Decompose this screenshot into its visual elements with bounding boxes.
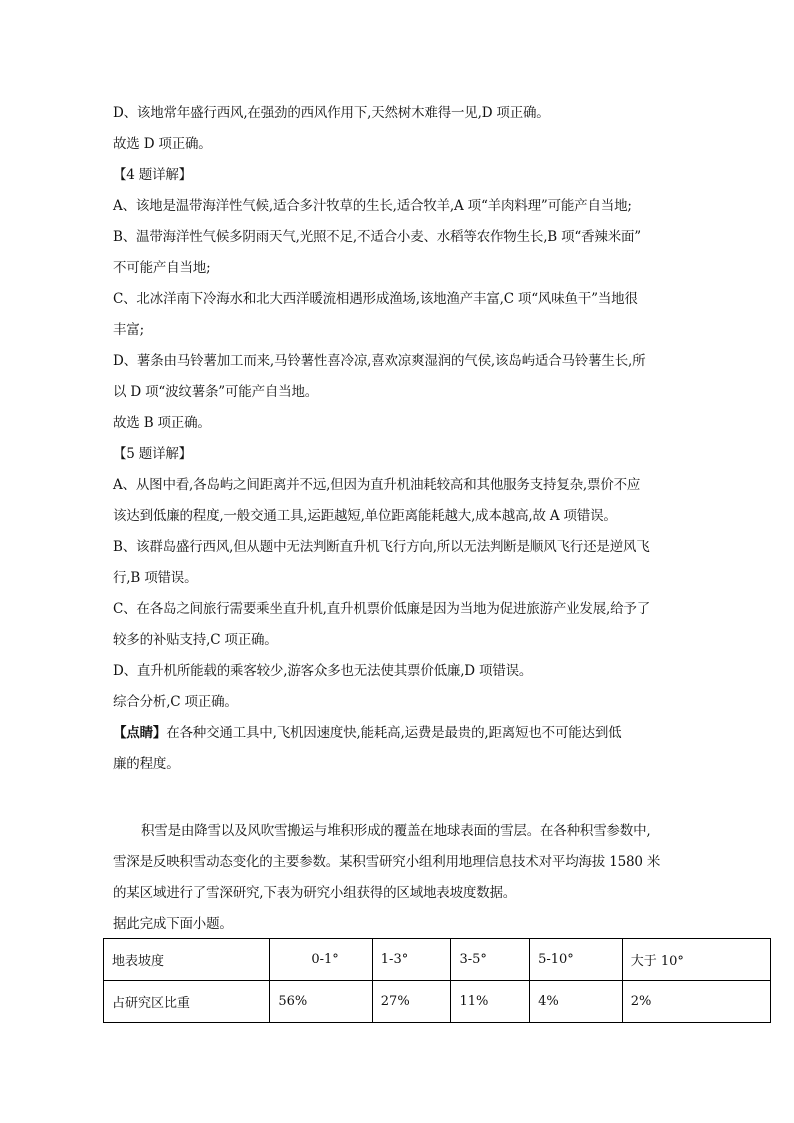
table-cell: 2% bbox=[622, 981, 770, 1023]
note-line bbox=[113, 718, 678, 749]
table-cell: 大于 10° bbox=[622, 939, 770, 981]
note-text: 在各种交通工具中,飞机因速度快,能耗高,运费是最贵的,距离短也不可能达到低 bbox=[166, 725, 622, 741]
answer-line: D、直升机所能载的乘客较少,游客众多也无法使其票价低廉,D 项错误。 bbox=[113, 663, 533, 679]
table-cell: 27% bbox=[372, 981, 451, 1023]
table-row bbox=[104, 981, 771, 1023]
table-cell: 5-10° bbox=[530, 939, 623, 981]
spacer bbox=[113, 780, 678, 816]
answer-line: 较多的补贴支持,C 项正确。 bbox=[113, 632, 278, 648]
slope-table bbox=[103, 938, 771, 1023]
answer-line: 不可能产自当地; bbox=[113, 260, 211, 276]
answer-line: A、从图中看,各岛屿之间距离并不远,但因为直升机油耗较高和其他服务支持复杂,票价不应 bbox=[113, 477, 641, 493]
passage-line: 据此完成下面小题。 bbox=[113, 916, 233, 932]
passage-line: 雪深是反映积雪动态变化的主要参数。某积雪研究小组利用地理信息技术对平均海拔 1580 米 bbox=[113, 854, 661, 870]
answer-line: 丰富; bbox=[113, 322, 144, 338]
note-label: 【点睛】 bbox=[113, 725, 167, 741]
answer-line: B、该群岛盛行西风,但从题中无法判断直升机飞行方向,所以无法判断是顺风飞行还是逆风飞 bbox=[113, 539, 650, 555]
table-cell: 1-3° bbox=[372, 939, 451, 981]
table-cell: 56% bbox=[270, 981, 372, 1023]
answer-line: B、温带海洋性气候多阴雨天气,光照不足,不适合小麦、水稻等农作物生长,B 项“香辣米面” bbox=[113, 229, 642, 245]
answer-line: 故选 D 项正确。 bbox=[113, 136, 212, 152]
passage-line: 的某区域进行了雪深研究,下表为研究小组获得的区域地表坡度数据。 bbox=[113, 885, 517, 901]
table-cell: 4% bbox=[530, 981, 623, 1023]
answer-line: D、薯条由马铃薯加工而来,马铃薯性喜冷凉,喜欢凉爽湿润的气侯,该岛屿适合马铃薯生长,所 bbox=[113, 353, 646, 369]
answer-line: 该达到低廉的程度,一般交通工具,运距越短,单位距离能耗越大,成本越高,故 A 项错误。 bbox=[113, 508, 617, 524]
passage-line: 积雪是由降雪以及风吹雪搬运与堆积形成的覆盖在地球表面的雪层。在各种积雪参数中, bbox=[141, 823, 651, 839]
answer-line: C、在各岛之间旅行需要乘坐直升机,直升机票价低廉是因为当地为促进旅游产业发展,给予了 bbox=[113, 601, 651, 617]
answer-line: A、该地是温带海洋性气候,适合多汁牧草的生长,适合牧羊,A 项“羊肉料理”可能产自当地; bbox=[113, 198, 632, 214]
answer-line: 以 D 项“波纹薯条”可能产自当地。 bbox=[113, 384, 319, 400]
answer-line: C、北冰洋南下冷海水和北大西洋暖流相遇形成渔场,该地渔产丰富,C 项“风味鱼干”当地很 bbox=[113, 291, 638, 307]
table-cell: 地表坡度 bbox=[104, 939, 270, 981]
table-cell: 11% bbox=[451, 981, 530, 1023]
note-line: 廉的程度。 bbox=[113, 756, 180, 772]
table-cell: 占研究区比重 bbox=[104, 981, 270, 1023]
table-row bbox=[104, 939, 771, 981]
document-page bbox=[113, 98, 678, 940]
answer-line: 行,B 项错误。 bbox=[113, 570, 198, 586]
answer-line: D、该地常年盛行西风,在强劲的西风作用下,天然树木难得一见,D 项正确。 bbox=[113, 105, 550, 121]
section-heading: 【4 题详解】 bbox=[113, 167, 192, 183]
answer-line: 综合分析,C 项正确。 bbox=[113, 694, 238, 710]
table-cell: 0-1° bbox=[270, 939, 372, 981]
answer-line: 故选 B 项正确。 bbox=[113, 415, 211, 431]
table-cell: 3-5° bbox=[451, 939, 530, 981]
section-heading: 【5 题详解】 bbox=[113, 446, 192, 462]
